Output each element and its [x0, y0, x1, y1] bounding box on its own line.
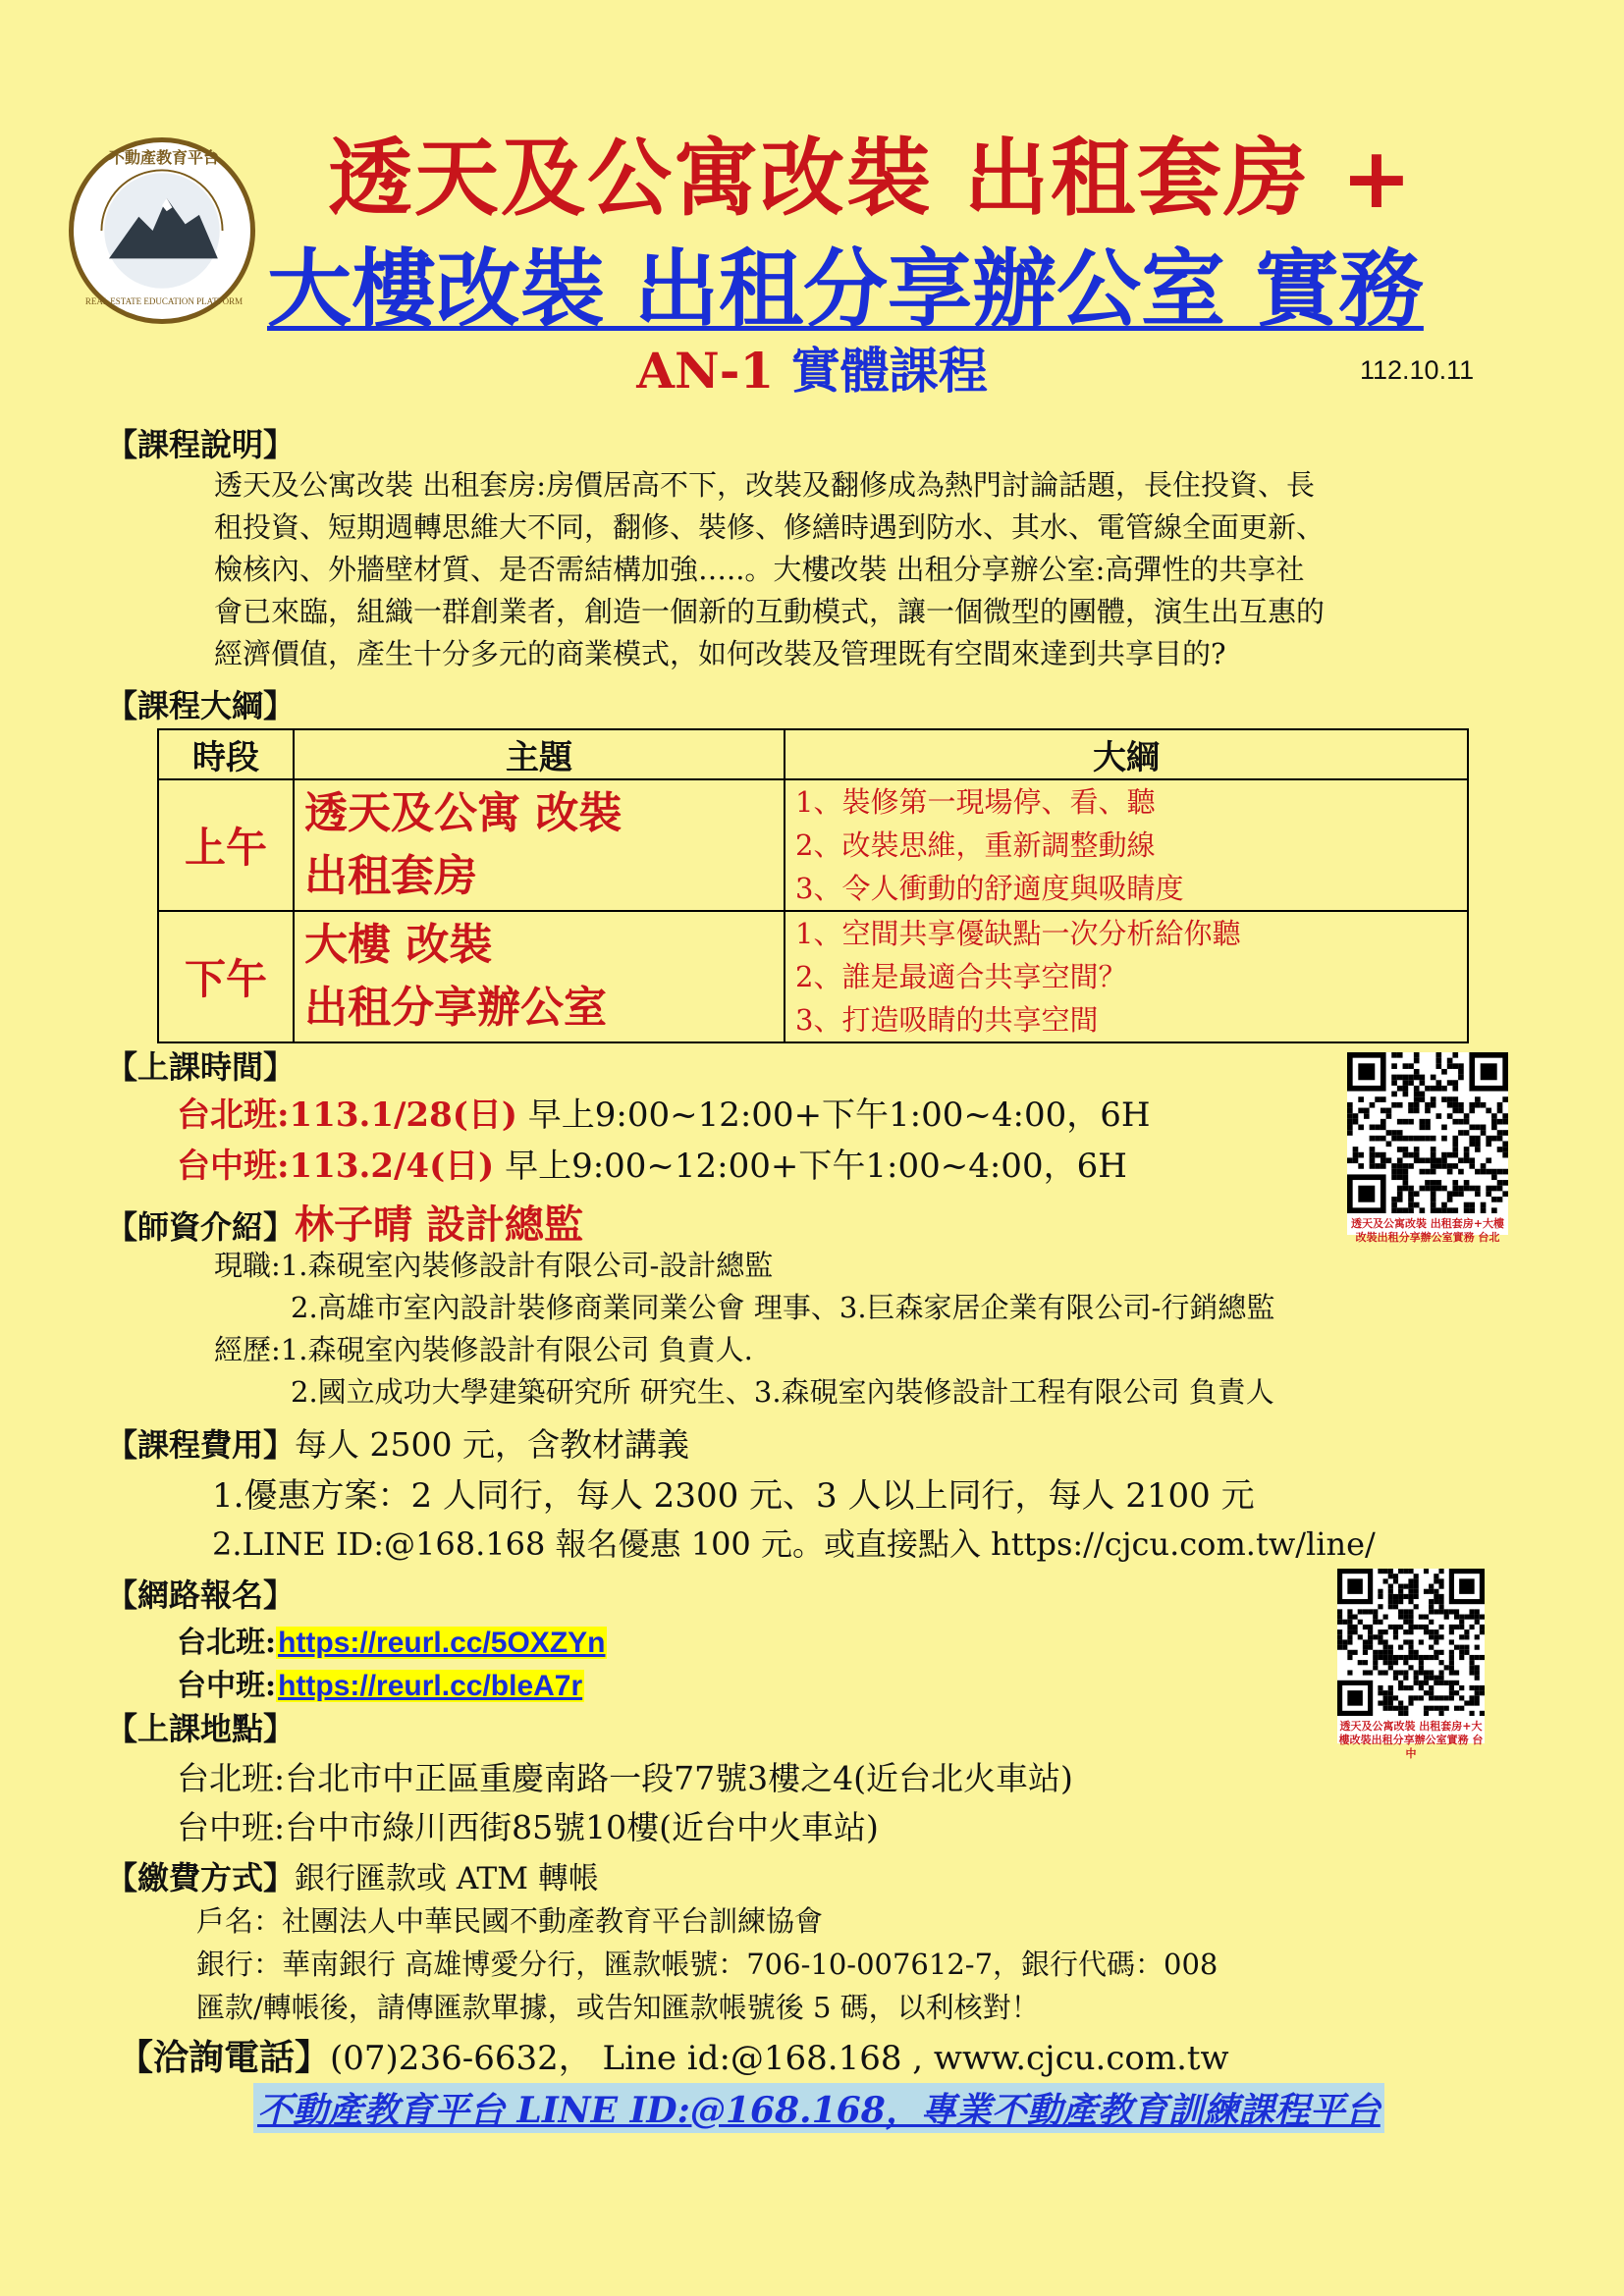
course-kind: 實體課程	[790, 343, 988, 400]
payment-heading-label: 【繳費方式】	[106, 1859, 296, 1896]
schedule-taichung-time: 早上9:00~12:00+下午1:00~4:00，6H	[494, 1147, 1127, 1186]
contact-text: (07)236-6632， Line id:@168.168 , www.cjcu.com.tw	[330, 2039, 1229, 2078]
online-taipei	[177, 1618, 607, 1661]
outline-item: 1、裝修第一現場停、看、聽	[795, 785, 1156, 819]
payment-line: 銀行：華南銀行 高雄博愛分行，匯款帳號：706-10-007612-7，銀行代碼：008	[196, 1948, 1218, 1981]
outline-item: 2、誰是最適合共享空間？	[795, 960, 1127, 993]
doc-date: 112.10.11	[1360, 355, 1475, 385]
schedule-taichung-label: 台中班:113.2/4(日)	[177, 1147, 495, 1186]
instructor-line: 2.高雄市室內設計裝修商業同業公會 理事、3.巨森家居企業有限公司-行銷總監	[291, 1291, 1275, 1324]
location-heading: 【上課地點】	[106, 1710, 296, 1747]
logo-subtext: REAL ESTATE EDUCATION PLATFORM	[84, 296, 244, 306]
instructor-line: 經歷:1.森硯室內裝修設計有限公司 負責人.	[214, 1333, 753, 1366]
topic-line: 出租分享辦公室	[304, 983, 607, 1033]
online-taipei-link[interactable]: https://reurl.cc/5OXZYn	[278, 1627, 606, 1659]
contact-heading: 【洽詢電話】	[118, 2038, 331, 2078]
course-code: AN-1	[636, 342, 775, 400]
outline-row-afternoon	[158, 911, 1468, 1042]
topic-line: 出租套房	[304, 851, 477, 901]
online-heading: 【網路報名】	[106, 1576, 296, 1614]
intro-line: 透天及公寓改裝 出租套房:房價居高不下，改裝及翻修成為熱門討論話題，長住投資、長	[214, 468, 1315, 502]
online-taichung	[177, 1661, 584, 1704]
outline-heading: 【課程大綱】	[106, 687, 296, 724]
col-topic: 主題	[294, 729, 785, 779]
contact	[118, 2030, 1229, 2080]
schedule-taipei-label: 台北班:113.1/28(日)	[177, 1095, 517, 1135]
topic-cell	[294, 779, 785, 911]
instructor-name: 林子晴 設計總監	[295, 1202, 583, 1248]
col-outline: 大綱	[785, 729, 1468, 779]
topic-line: 透天及公寓 改裝	[304, 788, 623, 838]
col-period: 時段	[158, 729, 294, 779]
outline-item: 3、打造吸睛的共享空間	[795, 1003, 1099, 1037]
intro-line: 租投資、短期週轉思維大不同，翻修、裝修、修繕時遇到防水、其水、電管線全面更新、	[214, 510, 1326, 544]
title-line2: 大樓改裝 出租分享辦公室 實務	[267, 240, 1424, 339]
qr-icon	[1347, 1052, 1508, 1213]
fee-heading	[106, 1419, 689, 1466]
schedule-heading: 【上課時間】	[106, 1048, 296, 1086]
outline-item: 2、改裝思維，重新調整動線	[795, 828, 1156, 862]
intro-line: 會已來臨，組織一群創業者，創造一個新的互動模式，讓一個微型的團體，演生出互惠的	[214, 595, 1326, 628]
fee-line2: 2.LINE ID:@168.168 報名優惠 100 元。或直接點入 https://cjcu.com.tw/line/	[212, 1525, 1376, 1563]
payment-line: 戶名：社團法人中華民國不動產教育平台訓練協會	[196, 1904, 824, 1938]
schedule-taichung	[177, 1139, 1127, 1187]
period-cell: 下午	[158, 911, 294, 1042]
intro-text	[214, 464, 1325, 675]
outline-item: 3、令人衝動的舒適度與吸睛度	[795, 872, 1184, 905]
intro-line: 檢核內、外牆壁材質、是否需結構加強…..。大樓改裝 出租分享辦公室:高彈性的共享社	[214, 553, 1305, 586]
instructor-line: 現職:1.森硯室內裝修設計有限公司-設計總監	[214, 1249, 774, 1282]
online-taipei-label: 台北班:	[177, 1626, 277, 1660]
logo-text: 不動產教育平台	[108, 148, 219, 167]
payment-line: 匯款/轉帳後，請傳匯款單據，或告知匯款帳號後 5 碼，以利核對！	[196, 1991, 1040, 2024]
online-taichung-label: 台中班:	[177, 1669, 277, 1703]
qr-caption: 透天及公寓改裝 出租套房+大樓改裝出租分享辦公室實務 台北	[1350, 1217, 1505, 1244]
period-cell: 上午	[158, 779, 294, 911]
instructor-heading	[106, 1194, 583, 1250]
location-taichung: 台中班:台中市綠川西街85號10樓(近台中火車站)	[177, 1808, 879, 1846]
instructor-heading-label: 【師資介紹】	[106, 1208, 296, 1246]
fee-line1: 1.優惠方案：2 人同行，每人 2300 元、3 人以上同行，每人 2100 元	[212, 1476, 1255, 1516]
title-line1: 透天及公寓改裝 出租套房 +	[328, 130, 1414, 228]
qr-code-taichung[interactable]	[1337, 1569, 1485, 1760]
topic-line: 大樓 改裝	[304, 920, 493, 970]
online-taichung-link[interactable]: https://reurl.cc/bleA7r	[278, 1670, 583, 1702]
schedule-taipei	[177, 1088, 1151, 1136]
schedule-taipei-time: 早上9:00~12:00+下午1:00~4:00，6H	[516, 1095, 1151, 1135]
fee-heading-label: 【課程費用】	[106, 1426, 296, 1464]
intro-line: 經濟價值，產生十分多元的商業模式，如何改裝及管理既有空間來達到共享目的?	[214, 637, 1226, 670]
location-taipei: 台北班:台北市中正區重慶南路一段77號3樓之4(近台北火車站)	[177, 1759, 1073, 1797]
fee-main: 每人 2500 元，含教材講義	[295, 1425, 689, 1464]
instructor-line: 2.國立成功大學建築研究所 研究生、3.森硯室內裝修設計工程有限公司 負責人	[291, 1375, 1274, 1409]
qr-icon	[1337, 1569, 1485, 1716]
items-cell	[785, 911, 1468, 1042]
qr-code-taipei[interactable]	[1347, 1052, 1508, 1244]
qr-caption: 透天及公寓改裝 出租套房+大樓改裝出租分享辦公室實務 台中	[1338, 1720, 1484, 1760]
outline-item: 1、空間共享優缺點一次分析給你聽	[795, 917, 1241, 950]
intro-heading: 【課程說明】	[106, 426, 296, 463]
outline-table	[157, 728, 1469, 1043]
footer-banner: 不動產教育平台 LINE ID:@168.168，專業不動產教育訓練課程平台	[253, 2083, 1384, 2133]
outline-header-row	[158, 729, 1468, 779]
payment-main: 銀行匯款或 ATM 轉帳	[295, 1861, 599, 1896]
payment-heading	[106, 1853, 599, 1898]
topic-cell	[294, 911, 785, 1042]
items-cell	[785, 779, 1468, 911]
outline-row-morning	[158, 779, 1468, 911]
